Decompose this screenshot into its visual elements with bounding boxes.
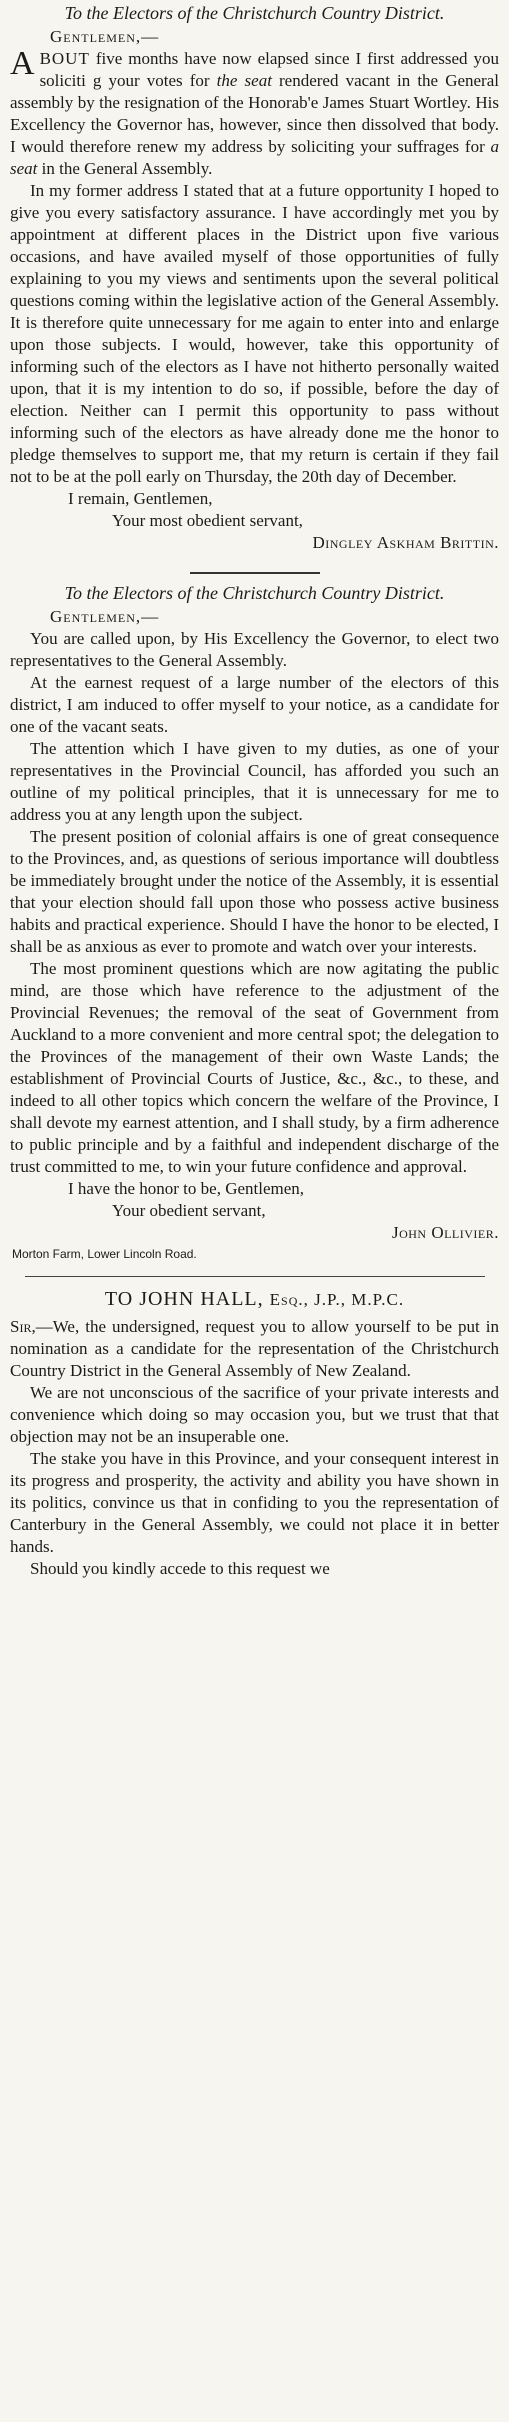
ad3-heading xyxy=(10,1287,499,1312)
ad3-paragraph-2: We are not unconscious of the sacrifice of your private interests and convenience which doing so may occasion you, but we trust that that objection may not be an insuperable one. xyxy=(10,1383,499,1446)
ad2-closing-2: Your obedient servant, xyxy=(112,1201,266,1220)
ad3-paragraph-3: The stake you have in this Province, and your consequent interest in its progress and prosperity, the activity and ability you have shown in its politics, convince us that in confiding to you the representation of Canterbury in the General Assembly, we could not place it in better hands. xyxy=(10,1449,499,1556)
ad2-signature: John Ollivier. xyxy=(391,1223,499,1242)
ad2-paragraph-3: The attention which I have given to my duties, as one of your representatives in the Provincial Council, has afforded you such an outline of my political principles, that it is unnecessary for me to address you at any length upon the subject. xyxy=(10,739,499,824)
election-address-ollivier xyxy=(10,584,499,1264)
ad2-closing-1: I have the honor to be, Gentlemen, xyxy=(68,1179,305,1198)
ad2-heading: To the Electors of the Christchurch Country District. xyxy=(64,583,445,603)
ad3-heading-name: TO JOHN HALL, xyxy=(104,1288,264,1310)
ad2-paragraph-4: The present position of colonial affairs is one of great consequence to the Provinces, and, as questions of serious importance will doubtless be immediately brought under the notice of the Assembly, it is essential that your election should fall upon those who possess active business habits and practical experience. Should I have the honor to be elected, I shall be as anxious as ever to promote and watch over your interests. xyxy=(10,827,499,956)
ad1-salutation: Gentlemen,— xyxy=(50,27,160,46)
election-address-brittin xyxy=(10,0,499,562)
separator-rule xyxy=(190,572,320,574)
ad1-paragraph-2: In my former address I stated that at a future opportunity I hoped to give you every satisfactory assurance. I have accordingly met you by appointment at different places in the District upon five various occasions, and have availed myself of those opportunities of fully explaining to you my views and sentiments upon the several political questions coming within the legislative action of the General Assembly. It is therefore quite unnecessary for me again to enter into and enlarge upon those subjects. I would, however, take this opportunity of informing such of the electors as I have not hitherto personally waited upon, that it is my intention to do so, if possible, before the day of election. Neither can I permit this opportunity to pass without informing such of the electors as have already done me the honor to pledge themselves to support me, that my return is certain if they fail not to be at the poll early on Thursday, the 20th day of December. xyxy=(10,181,499,486)
ad1-closing-2: Your most obedient servant, xyxy=(112,511,303,530)
ad2-salutation: Gentlemen,— xyxy=(50,607,160,626)
ad1-p1-text-c: in the General Assembly. xyxy=(41,159,213,178)
ad1-p1-italic-1: the seat xyxy=(216,71,272,90)
ad1-p1-first-word: BOUT xyxy=(39,49,90,68)
ad1-p1-text-b: rendered vacant in the General assembly by the resignation of the Honorab'e James Stuart Wortley. His Excellency the Governor has, however, since then dissolved that body. I would therefore renew my address by soliciting your suffrages for xyxy=(10,71,499,156)
ad1-p1-italic-2: a seat xyxy=(10,137,500,178)
drop-cap: A xyxy=(10,45,35,82)
ad1-paragraph-1 xyxy=(10,45,500,180)
requisition-to-john-hall xyxy=(10,1287,499,1580)
ad3-paragraph-4: Should you kindly accede to this request we xyxy=(30,1559,330,1578)
ad2-address: Morton Farm, Lower Lincoln Road. xyxy=(12,1247,197,1261)
ad3-p1-text: —We, the undersigned, request you to allow yourself to be put in nomination as a candidate for the representation of the Christchurch Country District in the General Assembly of New Zealand. xyxy=(10,1317,499,1380)
ad2-paragraph-5: The most prominent questions which are now agitating the public mind, are those which have reference to the adjustment of the Provincial Revenues; the removal of the seat of Government from Auckland to a more convenient and more central spot; the delegation to the Provinces of the management of their own Waste Lands; the establishment of Provincial Courts of Justice, &c., &c., to these, and indeed to all other topics which concern the welfare of the Province, I shall devote my earnest attention, and I shall study, by a firm adherence to public principle and by a faithful and independent discharge of the trust committed to me, to win your future confidence and approval. xyxy=(10,959,499,1176)
separator-rule-long xyxy=(25,1276,485,1277)
ad3-heading-titles: Esq., J.P., M.P.C. xyxy=(269,1290,405,1309)
ad1-signature: Dingley Askham Brittin. xyxy=(312,533,499,552)
ad1-heading: To the Electors of the Christchurch Country District. xyxy=(64,3,445,23)
ad1-closing-1: I remain, Gentlemen, xyxy=(68,489,213,508)
ad3-paragraph-1 xyxy=(10,1316,499,1382)
ad2-paragraph-1: You are called upon, by His Excellency the Governor, to elect two representatives to the General Assembly. xyxy=(10,629,499,670)
ad2-paragraph-2: At the earnest request of a large number of the electors of this district, I am induced to offer myself to your notice, as a candidate for one of the vacant seats. xyxy=(10,673,499,736)
ad3-salutation: Sir, xyxy=(10,1317,36,1336)
ad1-p1-text-a: five months have now elapsed since I first addressed you soliciti g your votes for xyxy=(39,49,499,90)
